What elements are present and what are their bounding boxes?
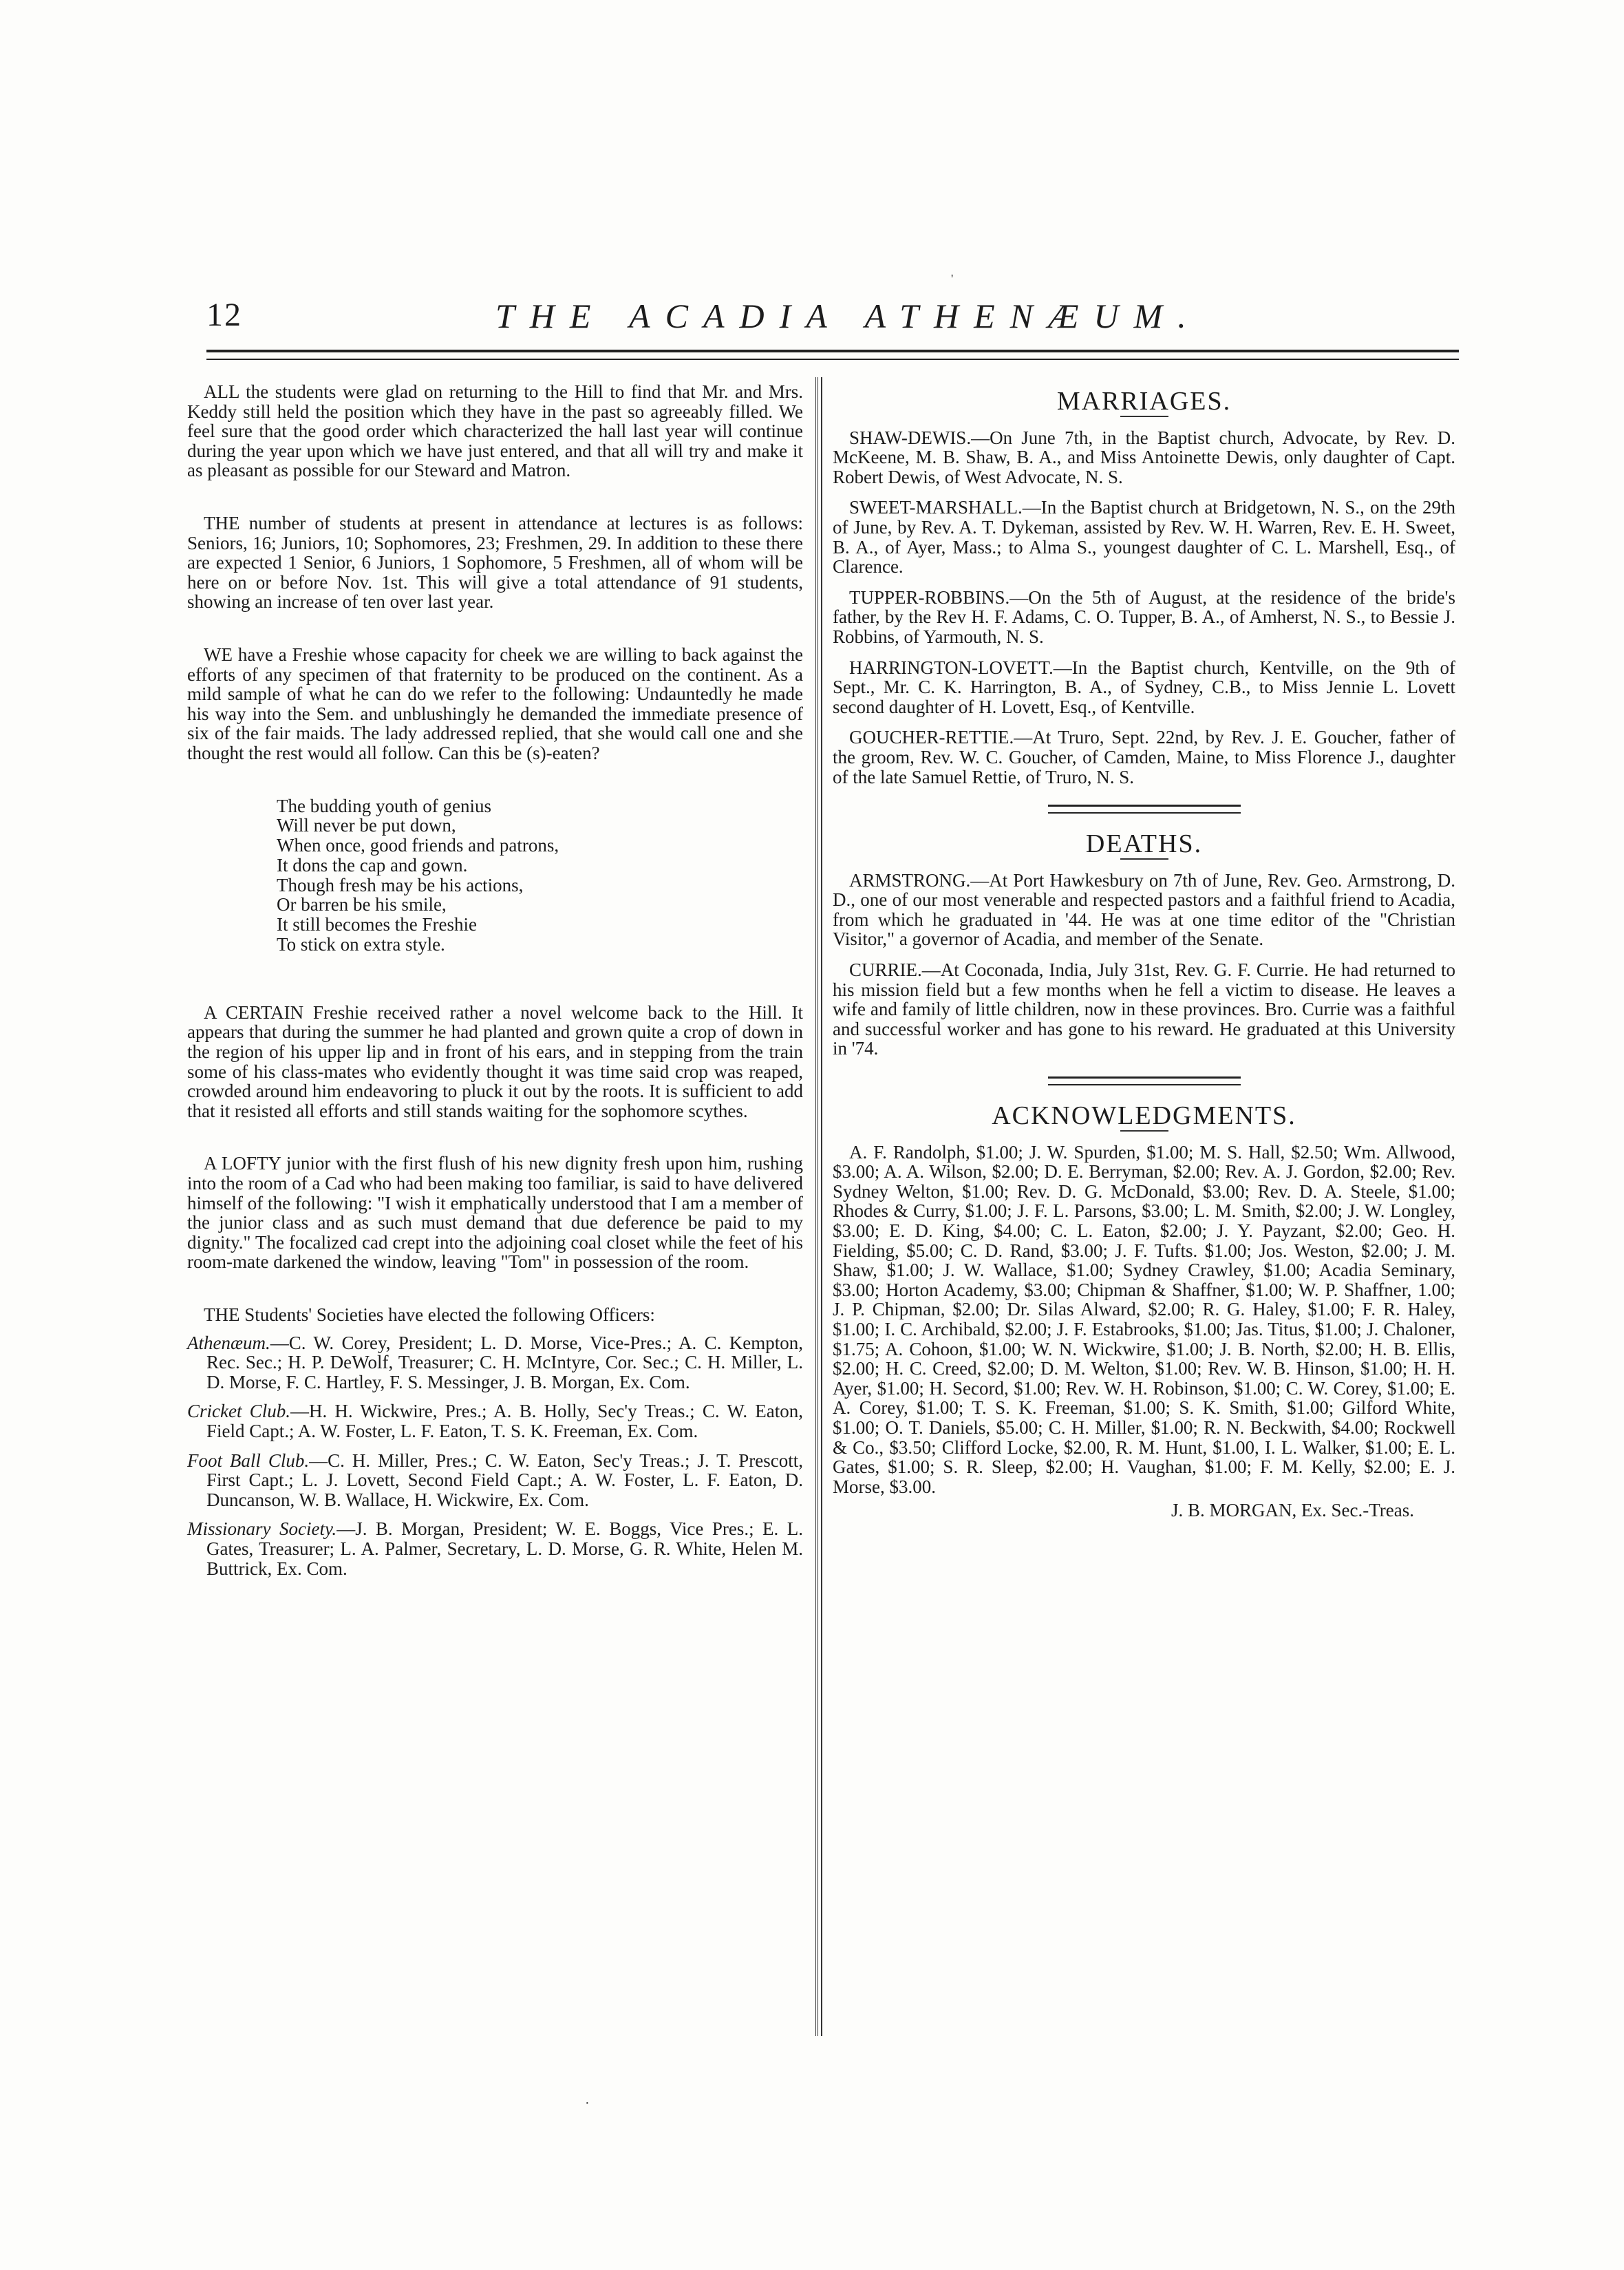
- marriage-entry: HARRINGTON-LOVETT.—In the Baptist church, Kentville, on the 9th of Sept., Mr. C. K. Harrington, B. A., of Sydney, C.B., to Miss Jennie L. Lovett second daughter of H. Lovett, Esq., of Kentville.: [833, 657, 1455, 717]
- officer-list: —C. H. Miller, Pres.; C. W. Eaton, Sec'y Treas.; J. T. Prescott, First Capt.; L. J. Lovett, Second Field Capt.; A. W. Foster, L. F. Eaton, D. Duncanson, W. B. Wallace, H. Wickwire, Ex. Com.: [206, 1450, 803, 1510]
- marriage-entry: TUPPER-ROBBINS.—On the 5th of August, at the residence of the bride's father, by the Rev H. F. Adams, C. O. Tupper, B. A., of Amherst, N. S., to Bessie J. Robbins, of Yarmouth, N. S.: [833, 586, 1455, 647]
- marriages-heading: MARRIAGES.: [1056, 387, 1232, 416]
- officers-foot-ball-club: [187, 1451, 803, 1510]
- death-entry: CURRIE.—At Coconada, India, July 31st, Rev. G. F. Currie. He had returned to his mission field but a few months when he fell a victim to disease. He leaves a wife and family of little children, now in these provinces. Bro. Currie was a faithful and successful worker and has gone to his reward. He graduated at this University in '74.: [833, 959, 1455, 1059]
- poem-line: It dons the cap and gown.: [277, 854, 468, 876]
- journal-title: THE ACADIA ATHENÆUM.: [495, 297, 1201, 335]
- acknowledgments-list: A. F. Randolph, $1.00; J. W. Spurden, $1.00; M. S. Hall, $2.50; Wm. Allwood, $3.00; A. A. Wilson, $2.00; D. E. Berryman, $2.00; Rev. A. J. Gordon, $2.00; Rev. Sydney Welton, $1.00; Rev. D. G. McDonald, $3.00; Rev. D. A. Steele, $1.00; Rhodes & Curry, $1.00; J. F. L. Parsons, $3.00; L. M. Smith, $2.00; J. W. Longley, $3.00; E. D. King, $4.00; C. L. Eaton, $2.00; J. Y. Payzant, $2.00; Geo. H. Fielding, $5.00; C. D. Rand, $3.00; J. F. Tufts. $1.00; Jos. Weston, $2.00; J. M. Shaw, $1.00; J. W. Wallace, $1.00; Sydney Crawley, $1.00; Acadia Seminary, $3.00; Horton Academy, $3.00; Chipman & Shaffner, $1.00; W. P. Shaffner, 1.00; J. P. Chipman, $2.00; Dr. Silas Alward, $2.00; R. G. Haley, $1.00; F. R. Haley, $1.00; I. C. Archibald, $2.00; J. F. Estabrooks, $1.00; Jas. Titus, $1.00; J. Chaloner, $1.75; A. Cohoon, $1.00; W. N. Wickwire, $1.00; J. B. North, $2.00; H. B. Ellis, $2.00; H. C. Creed, $2.00; D. M. Welton, $1.00; Rev. W. B. Hinson, $1.00; H. H. Ayer, $1.00; H. Secord, $1.00; Rev. W. H. Robinson, $1.00; C. W. Corey, $1.00; E. A. Corey, $1.00; T. S. K. Freeman, $1.00; S. K. Smith, $1.00; Gilford White, $1.00; O. T. Daniels, $5.00; C. H. Miller, $1.00; R. N. Beckwith, $4.00; Rockwell & Co., $3.50; Clifford Locke, $2.00, R. M. Hunt, $1.00, I. L. Walker, $1.00; E. L. Gates, $1.00; S. R. Sleep, $2.00; H. Vaughan, $1.00; F. M. Kelly, $2.00; E. J. Morse, $3.00.: [833, 1141, 1455, 1497]
- paragraph-freshie-cheek: WE have a Freshie whose capacity for cheek we are willing to back against the efforts of any specimen of that fraternity to be produced on the continent. As a mild sample of what he can do we refer to the following: Undauntedly he made his way into the Sem. and unblushingly he demanded the immediate presence of six of the fair maids. The lady addressed replied, that she would call one and she thought the rest would all follow. Can this be (s)-eaten?: [187, 644, 803, 763]
- column-divider: [815, 377, 822, 2036]
- paragraph-hill-steward: ALL the students were glad on returning to the Hill to find that Mr. and Mrs. Keddy still held the position which they have in the past so agreeably filled. We feel sure that the good order which characterized the hall last year will continue during the year upon which we have just entered, and that all will try and make it as pleasant as possible for our Steward and Matron.: [187, 381, 803, 481]
- page-number: 12: [206, 297, 242, 333]
- society-name: Missionary Society.: [187, 1518, 337, 1540]
- society-name: Athenæum.: [187, 1332, 270, 1353]
- poem: [277, 796, 803, 955]
- marriage-entry: GOUCHER-RETTIE.—At Truro, Sept. 22nd, by Rev. J. E. Goucher, father of the groom, Rev. W. C. Goucher, of Camden, Maine, to Miss Florence J., daughter of the late Samuel Rettie, of Truro, N. S.: [833, 727, 1455, 787]
- officer-list: —J. B. Morgan, President; W. E. Boggs, Vice Pres.; E. L. Gates, Treasurer; L. A. Palmer, Secretary, L. D. Morse, G. R. White, Helen M. Buttrick, Ex. Com.: [206, 1518, 803, 1579]
- officers-athenaeum: [187, 1333, 803, 1392]
- paragraph-freshie-welcome: A CERTAIN Freshie received rather a novel welcome back to the Hill. It appears that during the summer he had planted and grown quite a crop of down in the region of his upper lip and in front of his ears, and in stepping from the train some of his class-mates who evidently thought it was time said crop was reaped, crowded around him endeavoring to pluck it out by the roots. It is sufficient to add that it resisted all efforts and still stands waiting for the sophomore scythes.: [187, 1001, 803, 1121]
- poem-line: Though fresh may be his actions,: [277, 874, 524, 895]
- poem-line: Will never be put down,: [277, 815, 456, 836]
- acknowledgments-signoff: J. B. MORGAN, Ex. Sec.-Treas.: [1171, 1500, 1414, 1521]
- society-name: Foot Ball Club.: [187, 1450, 310, 1471]
- death-entry: ARMSTRONG.—At Port Hawkesbury on 7th of June, Rev. Geo. Armstrong, D. D., one of our most venerable and respected pastors and a faithful friend to Acadia, from which he graduated in '44. He was at one time editor of the "Christian Visitor," a governor of Acadia, and member of the Senate.: [833, 869, 1455, 950]
- poem-line: It still becomes the Freshie: [277, 914, 477, 935]
- poem-line: Or barren be his smile,: [277, 894, 447, 915]
- paragraph-attendance: THE number of students at present in attendance at lectures is as follows: Seniors, 16; Juniors, 10; Sophomores, 23; Freshmen, 29. In addition to these there are expected 1 Senior, 6 Juniors, 1 Sophomore, 5 Freshmen, all of whom will be here on or before Nov. 1st. This will give a total attendance of 91 students, showing an increase of ten over last year.: [187, 512, 803, 613]
- poem-line: To stick on extra style.: [277, 934, 445, 955]
- right-column: [833, 382, 1455, 1520]
- officers-missionary-society: [187, 1519, 803, 1578]
- marriage-entry: SWEET-MARSHALL.—In the Baptist church at Bridgetown, N. S., on the 29th of June, by Rev. A. T. Dykeman, assisted by Rev. W. H. Warren, Rev. E. H. Sweet, B. A., of Ayer, Mass.; to Alma S., youngest daughter of C. L. Marshell, Esq., of Clarence.: [833, 497, 1455, 577]
- poem-line: When once, good friends and patrons,: [277, 835, 559, 856]
- officer-list: —H. H. Wickwire, Pres.; A. B. Holly, Sec'y Treas.; C. W. Eaton, Field Capt.; A. W. Foster, L. F. Eaton, T. S. K. Freeman, Ex. Com.: [206, 1401, 804, 1441]
- section-rule: [1048, 805, 1241, 814]
- paragraph-officers-intro: THE Students' Societies have elected the following Officers:: [204, 1304, 655, 1325]
- society-name: Cricket Club.: [187, 1401, 290, 1422]
- deaths-heading: DEATHS.: [1085, 829, 1203, 859]
- poem-line: The budding youth of genius: [277, 795, 491, 816]
- paragraph-lofty-junior: A LOFTY junior with the first flush of his new dignity fresh upon him, rushing into the room of a Cad who had been making too familiar, is said to have delivered himself of the following: "I wish it emphatically understood that I am a member of the junior class and as such must demand that due deference be paid to my dignity." The focalized cad crept into the adjoining coal closet while the feet of his room-mate darkened the window, leaving "Tom" in possession of the room.: [187, 1153, 803, 1273]
- page-mark: ·: [585, 2096, 590, 2111]
- header-rule: [206, 350, 1459, 360]
- officer-list: —C. W. Corey, President; L. D. Morse, Vice-Pres.; A. C. Kempton, Rec. Sec.; H. P. DeWolf, Treasurer; C. H. McIntyre, Cor. Sec.; C. H. Miller, L. D. Morse, F. C. Hartley, F. S. Messinger, J. B. Morgan, Ex. Com.: [206, 1332, 803, 1392]
- officers-cricket-club: [187, 1401, 803, 1441]
- left-column: [187, 382, 803, 1588]
- margin-mark: ': [951, 272, 954, 286]
- marriage-entry: SHAW-DEWIS.—On June 7th, in the Baptist church, Advocate, by Rev. D. McKeene, M. B. Shaw, B. A., and Miss Antoinette Dewis, only daughter of Capt. Robert Dewis, of West Advocate, N. S.: [833, 427, 1455, 487]
- section-rule: [1048, 1076, 1241, 1085]
- page-header: [206, 296, 1459, 351]
- acknowledgments-heading: ACKNOWLEDGMENTS.: [992, 1101, 1296, 1131]
